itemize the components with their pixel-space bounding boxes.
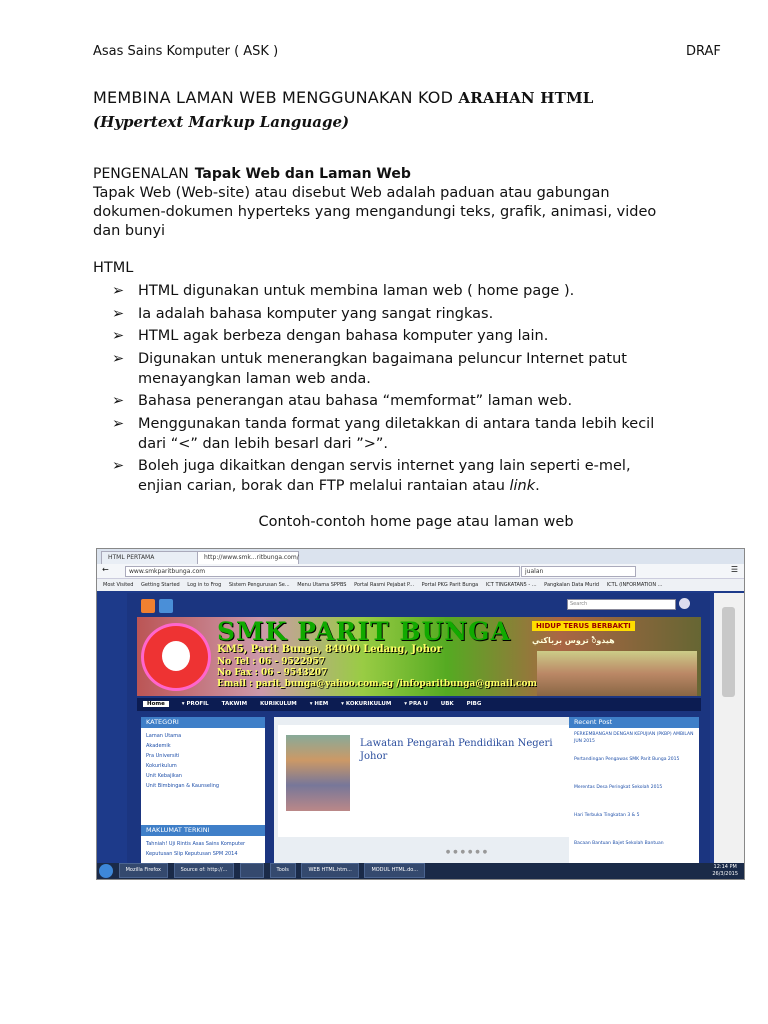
taskbar-item[interactable]: Source of: http://... bbox=[174, 863, 235, 878]
rss-icon[interactable] bbox=[141, 599, 155, 613]
back-arrow-icon[interactable]: ← bbox=[102, 565, 109, 574]
recent-link[interactable]: Pertandingan Pengawas SMK Parit Bunga 2015 bbox=[574, 757, 680, 762]
maklumat-panel bbox=[141, 825, 265, 865]
browser-tab-bar bbox=[97, 549, 744, 564]
bookmark-item[interactable]: Pangkalan Data Murid bbox=[544, 582, 600, 588]
arrow-bullet-icon: ➢ bbox=[112, 350, 125, 367]
school-logo bbox=[141, 623, 211, 691]
menu-home[interactable]: Home bbox=[143, 701, 169, 707]
slider-dots[interactable]: ●●●●●● bbox=[445, 849, 491, 855]
start-button-icon[interactable] bbox=[99, 864, 113, 878]
school-fax: No Fax : 06 - 9543207 bbox=[217, 668, 328, 678]
school-name: SMK PARIT BUNGA bbox=[217, 617, 511, 646]
maklumat-title: MAKLUMAT TERKINI bbox=[141, 825, 265, 836]
bookmark-item[interactable]: Most Visited bbox=[103, 582, 134, 588]
page-gutter bbox=[97, 593, 127, 865]
slogan: HIDUP TERUS BERBAKTI bbox=[532, 621, 635, 631]
slogan-jawi: هيدوै تروس برباكتي bbox=[532, 636, 615, 645]
list-item: ➢ Menggunakan tanda format yang diletakkan di antara tanda lebih kecil dari “<” dan lebih besarl dari ”>”. bbox=[112, 415, 655, 452]
title-plain: MEMBINA LAMAN WEB MENGGUNAKAN KOD bbox=[93, 88, 459, 107]
system-clock[interactable]: 12:14 PM 26/3/2015 bbox=[712, 864, 738, 877]
bookmark-item[interactable]: Log in to Frog bbox=[187, 582, 222, 588]
recent-link[interactable]: Bacaan Bantuan Bajet Sekolah Bantuan bbox=[574, 841, 664, 846]
intro-paragraph: Tapak Web (Web-site) atau disebut Web adalah paduan atau gabungan dokumen-dokumen hyperteks yang mengandungi teks, grafik, animasi, video dan bunyi bbox=[93, 185, 657, 239]
recent-link[interactable]: PERKEMBANGAN DENGAN KEPUJIAN (PKBP) AMBILAN JUN 2015 bbox=[574, 732, 694, 744]
maklumat-link[interactable]: Tahniah! Uji Rintis Asas Sains Komputer bbox=[146, 841, 246, 847]
document-subtitle: (Hypertext Markup Language) bbox=[93, 113, 350, 131]
scrollbar-thumb[interactable] bbox=[722, 607, 735, 697]
website-screenshot bbox=[96, 548, 745, 880]
arrow-bullet-icon: ➢ bbox=[112, 305, 125, 322]
recent-link[interactable]: Merentas Desa Peringkat Sekolah 2015 bbox=[574, 785, 663, 790]
list-item: ➢ HTML digunakan untuk membina laman web ( home page ). bbox=[112, 283, 575, 299]
menu-item[interactable]: TAKWIM bbox=[221, 701, 248, 707]
bookmarks-bar bbox=[97, 579, 744, 591]
maklumat-link[interactable]: Keputusan Slip Keputusan SPM 2014 bbox=[146, 851, 238, 857]
kategori-link[interactable]: Pra Universiti bbox=[146, 753, 180, 759]
list-item: ➢ Boleh juga dikaitkan dengan servis internet yang lain seperti e-mel, enjian carian, borak dan FTP melalui rantaian atau link. bbox=[112, 458, 631, 494]
kategori-link[interactable]: Unit Kebajikan bbox=[146, 773, 182, 779]
browser-nav-bar bbox=[97, 564, 744, 579]
figure-caption: Contoh-contoh home page atau laman web bbox=[258, 514, 574, 530]
bullet-list bbox=[112, 281, 672, 499]
list-item: ➢ Bahasa penerangan atau bahasa “memformat” laman web. bbox=[112, 393, 573, 409]
kategori-link[interactable]: Unit Bimbingan & Kaunseling bbox=[146, 783, 220, 789]
browser-search-box[interactable]: jualan bbox=[521, 566, 636, 577]
html-label: HTML bbox=[93, 260, 134, 276]
list-item: ➢ Digunakan untuk menerangkan bagaimana peluncur Internet patut menayangkan laman web anda. bbox=[112, 350, 627, 387]
arrow-bullet-icon: ➢ bbox=[112, 458, 125, 474]
menu-item[interactable]: PIBG bbox=[466, 701, 482, 707]
link-word: link bbox=[509, 478, 536, 494]
kategori-link[interactable]: Akademik bbox=[146, 743, 171, 749]
menu-item[interactable]: ▾ PRA U bbox=[404, 701, 428, 707]
recent-link[interactable]: Hari Terbuka Tingkatan 3 & 5 bbox=[574, 813, 640, 818]
arrow-bullet-icon: ➢ bbox=[112, 415, 125, 432]
taskbar-item[interactable]: MODUL HTML.do... bbox=[364, 863, 425, 878]
menu-item[interactable]: KURIKULUM bbox=[259, 701, 297, 707]
bookmark-item[interactable]: Portal PKG Parit Bunga bbox=[421, 582, 479, 588]
chrome-taskbar-icon[interactable] bbox=[240, 863, 264, 878]
school-building-image bbox=[537, 651, 697, 696]
school-address: KM5, Parit Bunga, 84000 Ledang, Johor bbox=[217, 644, 442, 655]
site-search-input[interactable]: Search bbox=[567, 599, 676, 610]
header-draft: DRAF bbox=[686, 44, 721, 59]
arrow-bullet-icon: ➢ bbox=[112, 393, 125, 409]
browser-tab[interactable]: HTML PERTAMA bbox=[101, 551, 203, 565]
kategori-title: KATEGORI bbox=[141, 717, 265, 728]
bookmark-item[interactable]: ICTL (INFORMATION ... bbox=[606, 582, 663, 588]
menu-item[interactable]: ▾ PROFIL bbox=[181, 701, 209, 707]
bookmark-item[interactable]: Getting Started bbox=[141, 582, 180, 588]
taskbar-item[interactable]: Mozilla Firefox bbox=[119, 863, 168, 878]
section-title: Tapak Web dan Laman Web bbox=[194, 166, 411, 182]
taskbar-item[interactable]: Tools bbox=[270, 863, 296, 878]
recent-posts-panel bbox=[569, 717, 699, 867]
post-photos bbox=[286, 735, 350, 811]
header-course: Asas Sains Komputer ( ASK ) bbox=[93, 44, 279, 59]
kategori-link[interactable]: Kokurikulum bbox=[146, 763, 177, 769]
url-bar[interactable]: www.smkparitbunga.com bbox=[125, 566, 520, 577]
menu-icon[interactable]: ☰ bbox=[730, 565, 738, 574]
menu-item[interactable]: ▾ HEM bbox=[309, 701, 329, 707]
menu-item[interactable]: UBK bbox=[440, 701, 454, 707]
document-title bbox=[93, 88, 594, 107]
school-tel: No Tel : 06 - 9522957 bbox=[217, 657, 326, 667]
post-title[interactable]: Lawatan Pengarah Pendidikan Negeri Johor bbox=[360, 738, 553, 762]
taskbar-item[interactable]: WEB HTML.htm... bbox=[301, 863, 358, 878]
school-website bbox=[127, 593, 710, 865]
school-email: Email : parit_bunga@yahoo.com.sg /infoparitbunga@gmail.com bbox=[217, 679, 538, 689]
bookmark-item[interactable]: Sistem Pengurusan Se... bbox=[228, 582, 290, 588]
facebook-icon[interactable] bbox=[159, 599, 173, 613]
site-menu bbox=[137, 698, 701, 711]
kategori-link[interactable]: Laman Utama bbox=[146, 733, 182, 739]
section-label: PENGENALAN bbox=[93, 166, 189, 182]
scrollbar[interactable] bbox=[714, 593, 744, 865]
list-item: ➢ HTML agak berbeza dengan bahasa komputer yang lain. bbox=[112, 328, 549, 344]
menu-item[interactable]: ▾ KOKURIKULUM bbox=[341, 701, 392, 707]
arrow-bullet-icon: ➢ bbox=[112, 283, 125, 299]
school-banner bbox=[137, 617, 701, 696]
bookmark-item[interactable]: ICT TINGKATAN5 - ... bbox=[485, 582, 537, 588]
recent-title: Recent Post bbox=[569, 717, 699, 728]
arrow-bullet-icon: ➢ bbox=[112, 328, 125, 344]
bookmark-item[interactable]: Menu Utama SPPBS bbox=[297, 582, 347, 588]
site-search-icon[interactable] bbox=[679, 598, 690, 609]
list-item: ➢ Ia adalah bahasa komputer yang sangat ringkas. bbox=[112, 305, 494, 322]
section-heading bbox=[93, 166, 411, 182]
bookmark-item[interactable]: Portal Rasmi Pejabat P... bbox=[354, 582, 415, 588]
browser-tab-active[interactable]: http://www.smk...ritbunga.com/ bbox=[197, 551, 299, 565]
title-serif: ARAHAN HTML bbox=[458, 89, 594, 107]
windows-taskbar bbox=[97, 863, 744, 879]
